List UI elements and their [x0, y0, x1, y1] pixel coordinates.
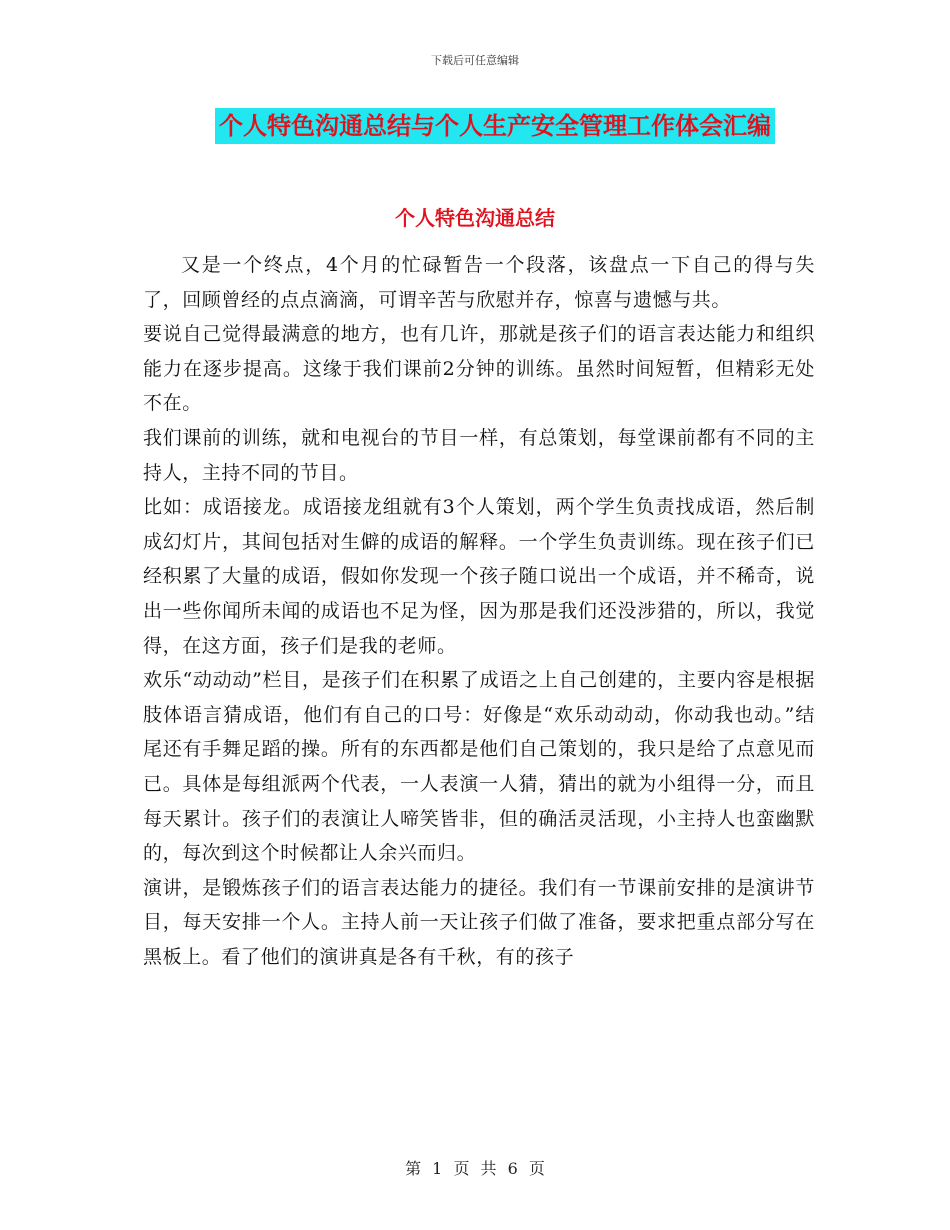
- header-note: 下载后可任意编辑: [431, 54, 519, 67]
- paragraph-5: 欢乐“动动动”栏目，是孩子们在积累了成语之上自己创建的，主要内容是根据肢体语言猜成语，他们有自己的口号：好像是“欢乐动动动，你动我也动。”结尾还有手舞足蹈的操。所有的东西都是他们自己策划的，我只是给了点意见而已。具体是每组派两个代表，一人表演一人猜，猜出的就为小组得一分，而且每天累计。孩子们的表演让人啼笑皆非，但的确活灵活现，小主持人也蛮幽默的，每次到这个时候都让人余兴而归。: [143, 669, 815, 865]
- paragraph-3: 我们课前的训练，就和电视台的节目一样，有总策划，每堂课前都有不同的主持人，主持不同的节目。: [143, 426, 815, 484]
- paragraph-2: 要说自己觉得最满意的地方，也有几许，那就是孩子们的语言表达能力和组织能力在逐步提高。这缘于我们课前2分钟的训练。虽然时间短暂，但精彩无处不在。: [143, 323, 815, 415]
- document-title-container: [0, 108, 950, 144]
- document-title: 个人特色沟通总结与个人生产安全管理工作体会汇编: [215, 108, 775, 144]
- paragraph-1: 又是一个终点，4个月的忙碌暂告一个段落，该盘点一下自己的得与失了，回顾曾经的点点滴滴，可谓辛苦与欣慰并存，惊喜与遗憾与共。: [143, 254, 815, 311]
- paragraph-6: 演讲，是锻炼孩子们的语言表达能力的捷径。我们有一节课前安排的是演讲节目，每天安排一个人。主持人前一天让孩子们做了准备，要求把重点部分写在黑板上。看了他们的演讲真是各有千秋，有的孩子: [143, 876, 815, 968]
- page-number-footer: 第 1 页 共 6 页: [405, 1159, 545, 1178]
- document-body: [143, 248, 815, 974]
- paragraph-4: 比如：成语接龙。成语接龙组就有3个人策划，两个学生负责找成语，然后制成幻灯片，其间包括对生僻的成语的解释。一个学生负责训练。现在孩子们已经积累了大量的成语，假如你发现一个孩子随口说出一个成语，并不稀奇，说出一些你闻所未闻的成语也不足为怪，因为那是我们还没涉猎的，所以，我觉得，在这方面，孩子们是我的老师。: [143, 496, 815, 657]
- section-title: 个人特色沟通总结: [395, 206, 555, 230]
